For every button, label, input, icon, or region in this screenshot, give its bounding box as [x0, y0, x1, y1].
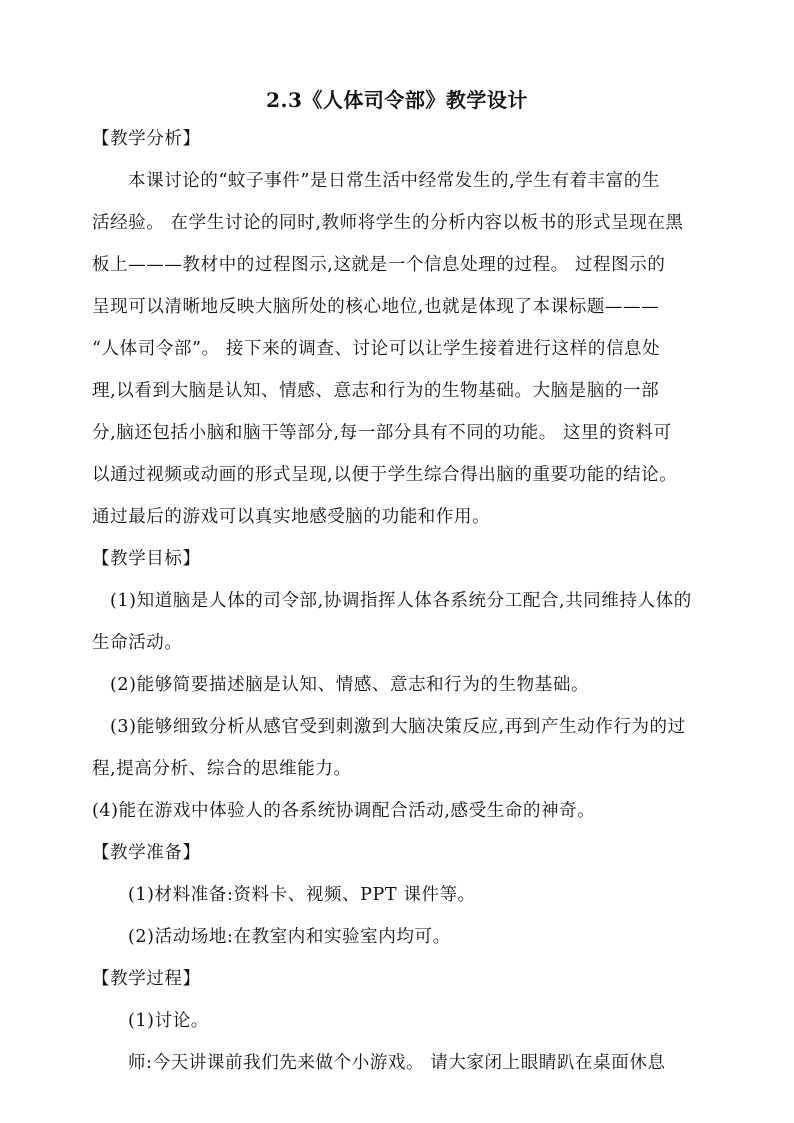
- paragraph-line: 通过最后的游戏可以真实地感受脑的功能和作用。: [92, 507, 491, 527]
- goal-line: (1)知道脑是人体的司令部,协调指挥人体各系统分工配合,共同维持人体的: [110, 591, 692, 611]
- paragraph-line: 本课讨论的“蚊子事件”是日常生活中经常发生的,学生有着丰富的生: [128, 171, 661, 191]
- goal-line: (2)能够简要描述脑是认知、情感、意志和行为的生物基础。: [110, 675, 590, 695]
- paragraph-line: 板上———教材中的过程图示,这就是一个信息处理的过程。 过程图示的: [92, 255, 666, 275]
- paragraph-line: 理,以看到大脑是认知、情感、意志和行为的生物基础。大脑是脑的一部: [92, 381, 660, 401]
- paragraph-line: 分,脑还包括小脑和脑干等部分,每一部分具有不同的功能。 这里的资料可: [92, 423, 672, 443]
- goal-line: 生命活动。: [92, 633, 183, 653]
- paragraph-line: 以通过视频或动画的形式呈现,以便于学生综合得出脑的重要功能的结论。: [92, 465, 678, 485]
- section-heading-analysis: 【教学分析】: [92, 129, 201, 149]
- preparation-line: (1)材料准备:资料卡、视频、PPT 课件等。: [128, 885, 476, 905]
- section-heading-goals: 【教学目标】: [92, 549, 201, 569]
- goal-line: (3)能够细致分析从感官受到刺激到大脑决策反应,再到产生动作行为的过: [110, 717, 686, 737]
- goal-line: 程,提高分析、综合的思维能力。: [92, 759, 352, 779]
- preparation-line: (2)活动场地:在教室内和实验室内均可。: [128, 927, 451, 947]
- section-heading-preparation: 【教学准备】: [92, 843, 201, 863]
- section-heading-process: 【教学过程】: [92, 969, 201, 989]
- paragraph-line: 活经验。 在学生讨论的同时,教师将学生的分析内容以板书的形式呈现在黑: [92, 213, 684, 233]
- goal-line: (4)能在游戏中体验人的各系统协调配合活动,感受生命的神奇。: [92, 801, 596, 821]
- paragraph-line: “人体司令部”。 接下来的调查、讨论可以让学生接着进行这样的信息处: [92, 339, 661, 359]
- document-title: 2.3《人体司令部》教学设计: [266, 88, 528, 112]
- paragraph-line: 呈现可以清晰地反映大脑所处的核心地位,也就是体现了本课标题———: [92, 297, 660, 317]
- process-line: (1)讨论。: [128, 1011, 209, 1031]
- process-line: 师:今天讲课前我们先来做个小游戏。 请大家闭上眼睛趴在桌面休息: [128, 1053, 666, 1073]
